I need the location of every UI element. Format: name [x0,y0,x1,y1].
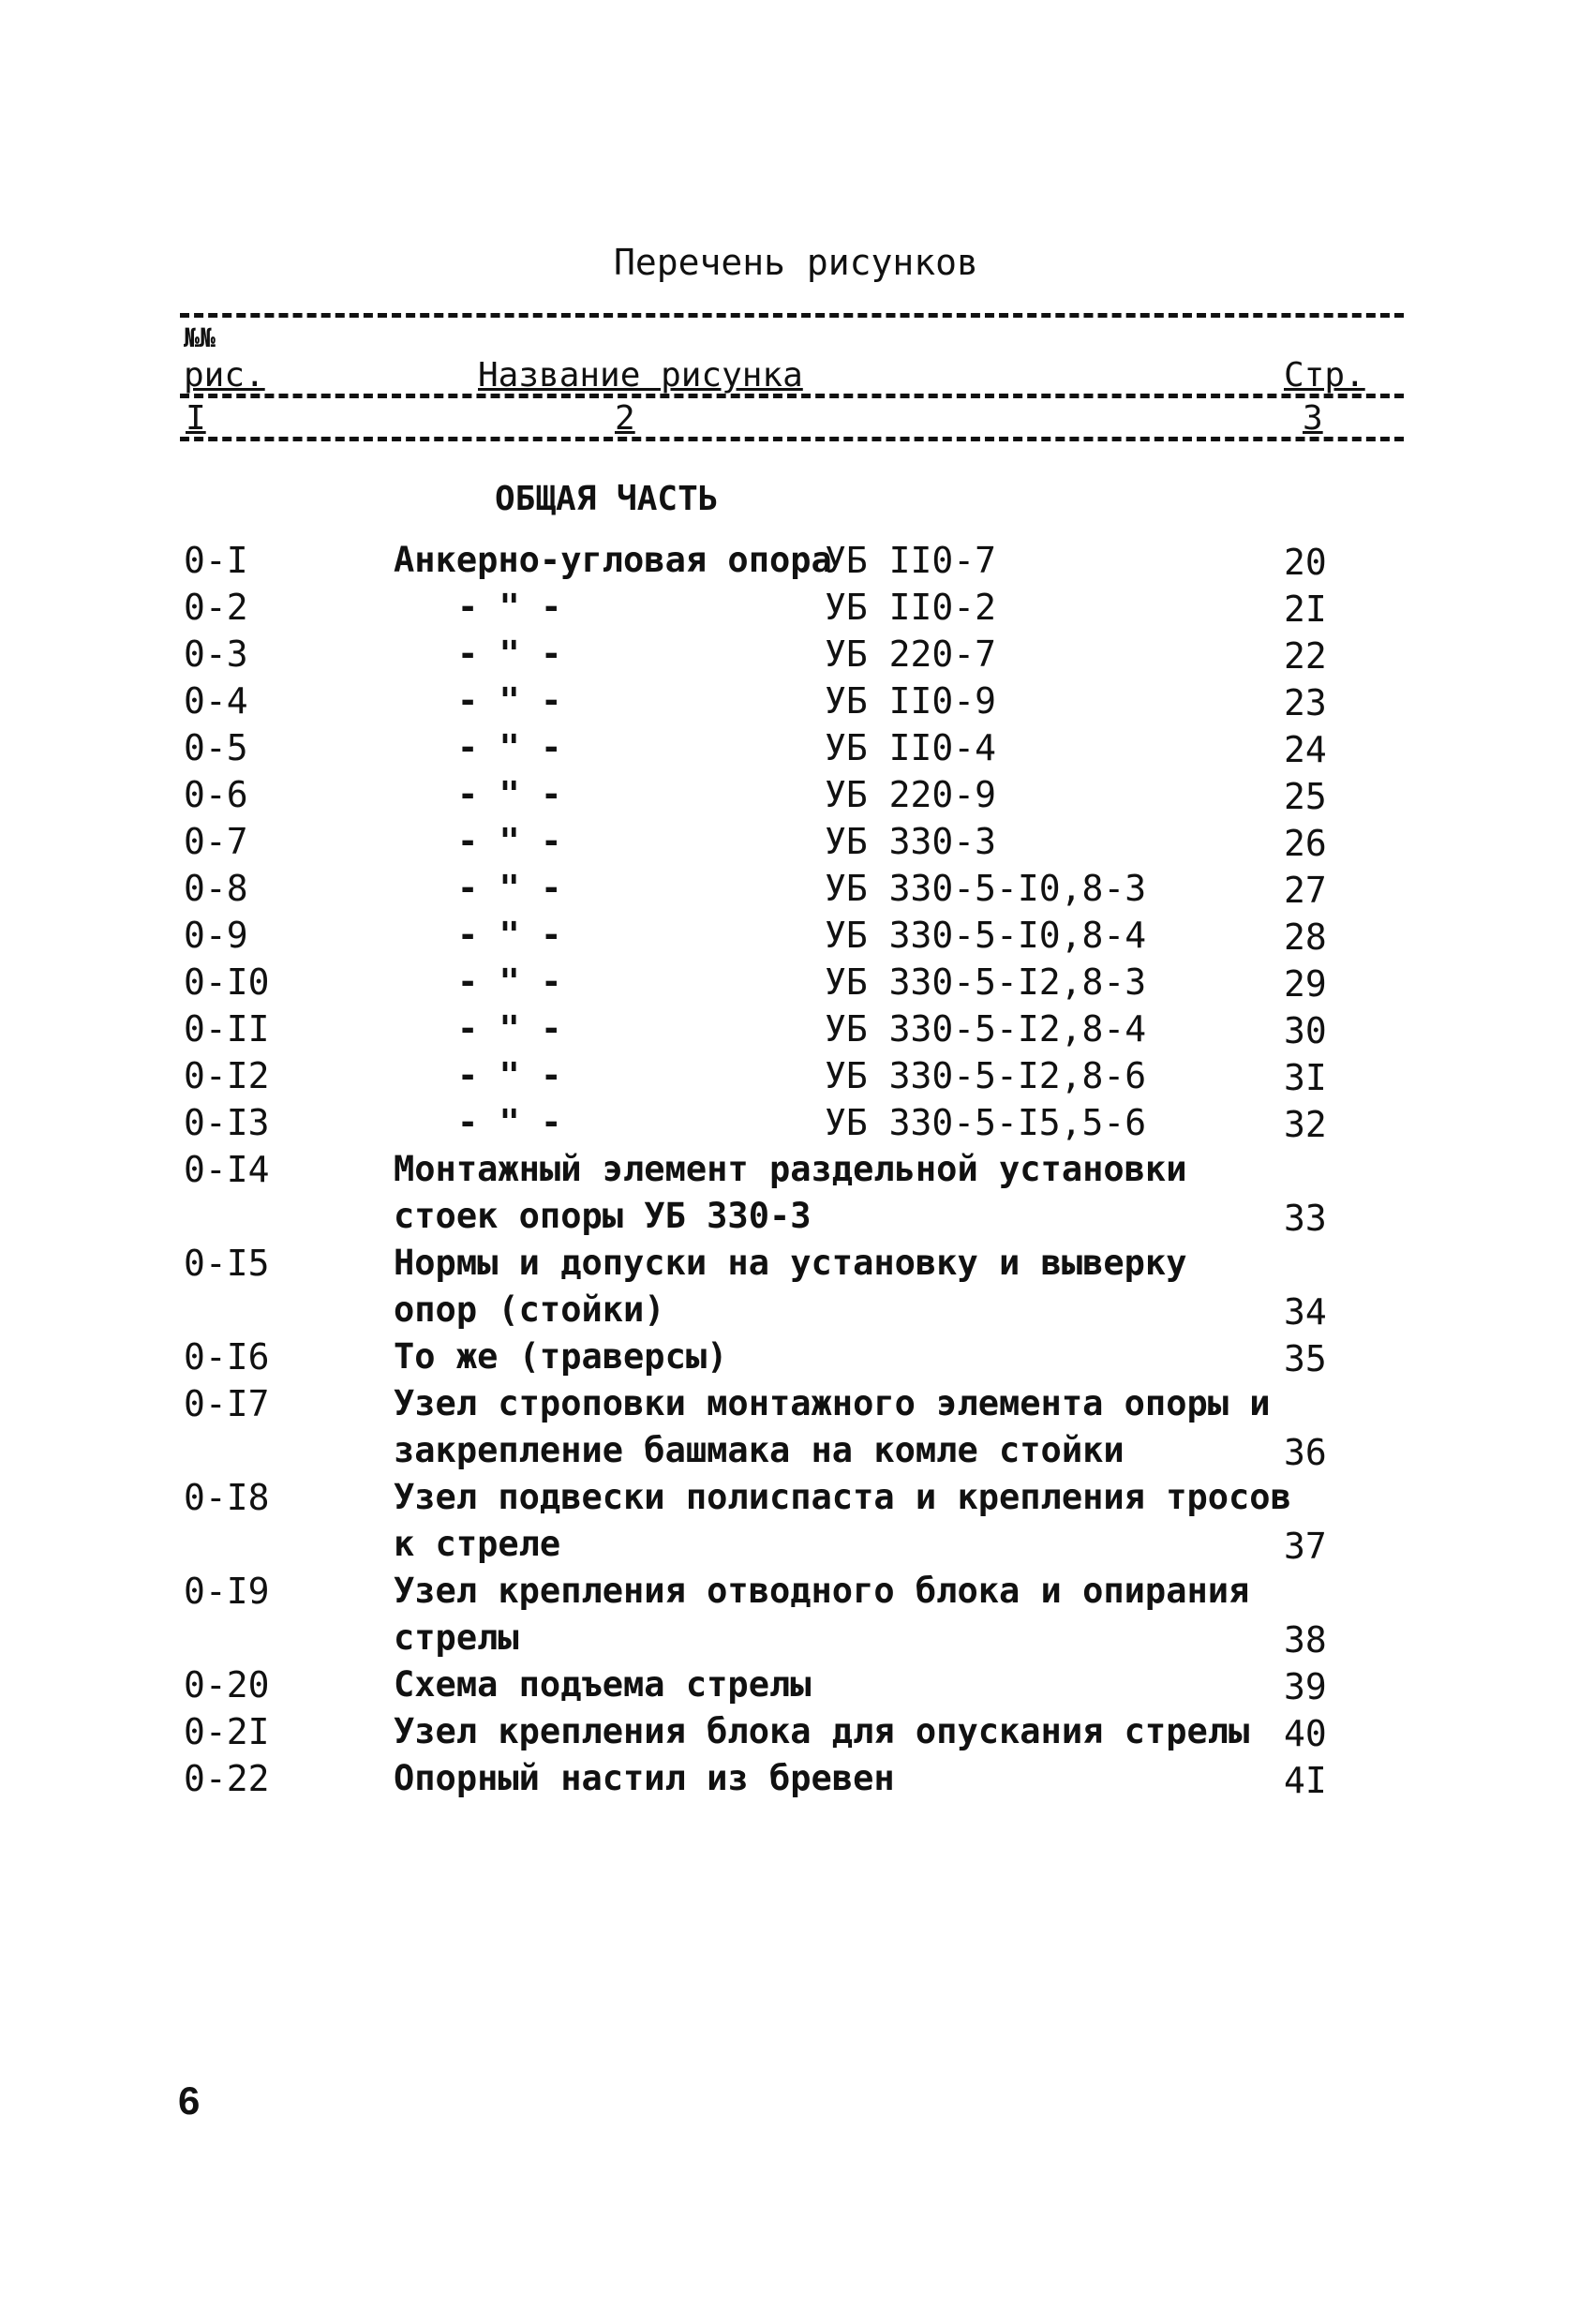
row-name-line1: Монтажный элемент раздельной установки [394,1149,1187,1189]
row-code: УБ II0-4 [825,727,997,768]
row-name-line2: стоек опоры УБ 330-3 [394,1196,812,1236]
row-name-line2: опор (стойки) [394,1289,665,1330]
row-page: 29 [1284,963,1327,1005]
row-page: 36 [1284,1432,1327,1473]
page-title: Перечень рисунков [614,242,978,283]
row-code: УБ II0-2 [825,587,997,628]
row-page: 4I [1284,1760,1327,1801]
row-num: 0-6 [184,774,248,815]
col3-label: Стр. [1284,356,1365,395]
row-num: 0-20 [184,1664,270,1706]
row-page: 22 [1284,635,1327,677]
header-bottom-divider [180,437,1404,441]
row-num: 0-4 [184,680,248,722]
row-num: 0-7 [184,821,248,862]
row-name: Анкерно-угловая опора [394,540,832,580]
row-name-line1: То же (траверсы) [394,1336,728,1377]
row-code: УБ 330-5-I2,8-6 [825,1055,1147,1096]
row-num: 0-I4 [184,1149,270,1190]
row-page: 39 [1284,1666,1327,1707]
row-num: 0-I3 [184,1102,270,1143]
row-page: 25 [1284,776,1327,817]
row-code: УБ 220-9 [825,774,997,815]
row-code: УБ 330-5-I2,8-4 [825,1008,1147,1050]
row-page: 30 [1284,1010,1327,1051]
row-num: 0-3 [184,633,248,675]
row-code: УБ II0-9 [825,680,997,722]
row-page: 33 [1284,1198,1327,1239]
row-ditto: - " - [457,1102,562,1142]
row-name-line1: Опорный настил из бревен [394,1758,895,1798]
row-page: 3I [1284,1057,1327,1098]
row-code: УБ 330-5-I2,8-3 [825,961,1147,1003]
row-page: 20 [1284,542,1327,583]
row-num: 0-I8 [184,1477,270,1518]
row-page: 24 [1284,729,1327,770]
row-name-line1: Схема подъема стрелы [394,1664,812,1705]
row-page: 27 [1284,870,1327,911]
row-code: УБ 330-5-I0,8-4 [825,915,1147,956]
row-code: УБ 330-3 [825,821,997,862]
header-mid-divider [180,394,1404,398]
row-code: УБ II0-7 [825,540,997,581]
row-page: 37 [1284,1526,1327,1567]
row-name-line1: Нормы и допуски на установку и выверку [394,1243,1187,1283]
row-num: 0-I7 [184,1383,270,1424]
row-page: 32 [1284,1104,1327,1145]
row-num: 0-I0 [184,961,270,1003]
row-num: 0-I [184,540,248,581]
row-name-line2: закрепление башмака на комле стойки [394,1430,1125,1470]
row-ditto: - " - [457,587,562,627]
row-page: 2I [1284,588,1327,630]
row-name-line1: Узел строповки монтажного элемента опоры и [394,1383,1271,1423]
header-top-divider [180,313,1404,318]
row-name-line2: стрелы [394,1617,519,1658]
row-name-line2: к стреле [394,1524,561,1564]
row-page: 35 [1284,1338,1327,1379]
row-ditto: - " - [457,868,562,908]
row-code: УБ 220-7 [825,633,997,675]
row-page: 34 [1284,1291,1327,1333]
row-ditto: - " - [457,1008,562,1049]
row-ditto: - " - [457,821,562,861]
row-ditto: - " - [457,727,562,767]
row-num: 0-2 [184,587,248,628]
row-ditto: - " - [457,633,562,674]
col2-label: Название рисунка [478,356,803,395]
row-code: УБ 330-5-I5,5-6 [825,1102,1147,1143]
col1-mark: №№ [184,322,216,353]
row-page: 28 [1284,916,1327,958]
row-name-line1: Узел крепления отводного блока и опирания [394,1571,1250,1611]
row-page: 23 [1284,682,1327,723]
row-ditto: - " - [457,1055,562,1095]
col3-index: 3 [1303,399,1323,438]
row-ditto: - " - [457,680,562,721]
row-num: 0-I6 [184,1336,270,1378]
row-ditto: - " - [457,915,562,955]
col1-label: рис. [184,356,265,395]
row-name-line1: Узел подвески полиспаста и крепления тросов [394,1477,1291,1517]
row-num: 0-I9 [184,1571,270,1612]
row-num: 0-I2 [184,1055,270,1096]
row-num: 0-I5 [184,1243,270,1284]
row-num: 0-2I [184,1711,270,1752]
row-num: 0-8 [184,868,248,909]
row-ditto: - " - [457,774,562,814]
row-page: 40 [1284,1713,1327,1754]
row-page: 38 [1284,1619,1327,1661]
row-name-line1: Узел крепления блока для опускания стрелы [394,1711,1250,1751]
row-page: 26 [1284,823,1327,864]
row-num: 0-5 [184,727,248,768]
row-num: 0-II [184,1008,270,1050]
row-num: 0-9 [184,915,248,956]
col1-index: I [186,399,206,438]
row-ditto: - " - [457,961,562,1002]
row-code: УБ 330-5-I0,8-3 [825,868,1147,909]
col2-index: 2 [615,399,635,438]
page-number: 6 [178,2078,201,2123]
row-num: 0-22 [184,1758,270,1799]
section-title: ОБЩАЯ ЧАСТЬ [495,480,719,518]
